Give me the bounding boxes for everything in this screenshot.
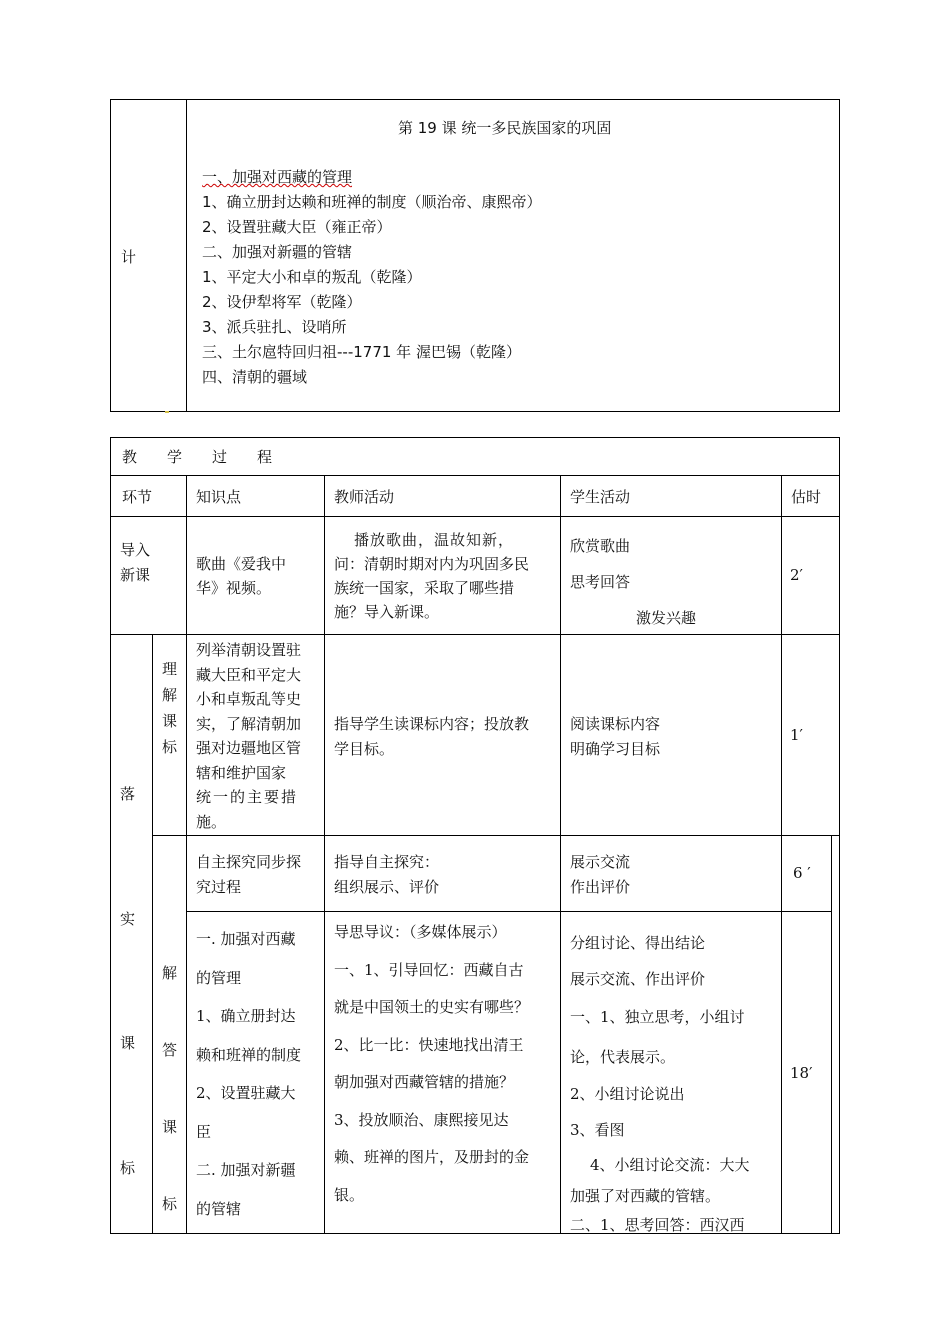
- header-student: 学生活动: [570, 488, 631, 506]
- understand-sub: 理 解 课 标: [162, 660, 178, 756]
- outline-item: 3、派兵驻扎、设哨所: [202, 318, 347, 336]
- row-line: [110, 475, 840, 476]
- col-line: [560, 475, 561, 1234]
- lesson-title: 第 19 课 统一多民族国家的巩固: [398, 119, 612, 137]
- explore-time: 6 ′: [793, 864, 811, 882]
- header-knowledge: 知识点: [196, 488, 242, 506]
- understand-student: 阅读课标内容 明确学习目标: [570, 715, 661, 758]
- stage-char: 实: [120, 910, 136, 928]
- row-line: [110, 516, 840, 517]
- stage-char: 课: [120, 1034, 136, 1052]
- edge-tick: [831, 1233, 840, 1234]
- answer-time: 18′: [790, 1064, 813, 1082]
- col-line: [152, 634, 153, 1234]
- outline-item: 1、平定大小和卓的叛乱（乾隆）: [202, 268, 422, 286]
- left-label: 计: [121, 248, 137, 266]
- col-line: [781, 475, 782, 1234]
- col-line: [186, 475, 187, 634]
- yellow-mark: [165, 411, 169, 413]
- process-table-title: 教 学 过 程: [122, 448, 273, 466]
- understand-knowledge: 列举清朝设置驻 藏大臣和平定大 小和卓叛乱等史 实，了解清朝加 强对边疆地区管 辖和维护国家 统一的主要措 施。: [196, 641, 302, 831]
- stage-char: 标: [120, 1159, 136, 1177]
- outline-divider: [186, 99, 187, 412]
- answer-sub: 解 答 课 标: [162, 964, 178, 1213]
- intro-time: 2′: [790, 566, 803, 584]
- understand-teacher: 指导学生读课标内容；投放教 学目标。: [334, 715, 530, 758]
- row-line: [110, 634, 840, 635]
- answer-teacher: 导思导议：（多媒体展示） 一、1、引导回忆：西藏自古 就是中国领土的史实有哪些？ 2、比一比：快速地找出清王 朝加强对西藏管辖的措施？ 3、投放顺治、康熙接见达 赖、班禅的图片，及册封的金 银。: [334, 923, 530, 1204]
- header-teacher: 教师活动: [334, 488, 395, 506]
- outline-item: 2、设伊犁将军（乾隆）: [202, 293, 362, 311]
- intro-stage: 导入 新课: [120, 541, 151, 584]
- intro-student: 欣赏歌曲 思考回答 激发兴趣: [570, 537, 697, 627]
- explore-student: 展示交流 作出评价: [570, 853, 631, 896]
- outline-item: 2、设置驻藏大臣（雍正帝）: [202, 218, 392, 236]
- explore-teacher: 指导自主探究： 组织展示、评价: [334, 853, 440, 896]
- row-line: [186, 911, 831, 912]
- intro-knowledge: 歌曲《爱我中 华》视频。: [196, 555, 287, 597]
- outline-item: 三、土尔扈特回归祖---1771 年 渥巴锡（乾隆）: [202, 343, 521, 361]
- col-line: [324, 475, 325, 1234]
- header-time: 估时: [791, 488, 822, 506]
- outline-item: 二、加强对新疆的管辖: [202, 243, 353, 261]
- answer-knowledge: 一. 加强对西藏 的管理 1、确立册封达 赖和班禅的制度 2、设置驻藏大 臣 二. 加强对新疆 的管辖: [196, 930, 302, 1218]
- row-line: [152, 835, 840, 836]
- stage-char: 落: [120, 785, 136, 803]
- answer-student: 分组讨论、得出结论 展示交流、作出评价 一、1、独立思考，小组讨 论，代表展示。 2、小组讨论说出 3、看图 4、小组讨论交流：大大 加强了对西藏的管辖。 二、1、思考回答：西汉西: [570, 934, 750, 1234]
- understand-time: 1′: [790, 726, 803, 744]
- col-line: [186, 634, 187, 1234]
- outline-item: 一、加强对西藏的管理: [202, 168, 353, 186]
- header-stage: 环节: [122, 488, 153, 506]
- intro-teacher: 播放歌曲，温故知新， 问：清朝时期对内为巩固多民 族统一国家，采取了哪些措 施？导入新课。: [334, 531, 530, 621]
- explore-knowledge: 自主探究同步探 究过程: [196, 853, 302, 896]
- outline-item: 四、清朝的疆域: [202, 368, 308, 386]
- outline-item: 1、确立册封达赖和班禅的制度（顺治帝、康熙帝）: [202, 193, 542, 211]
- col-line: [831, 835, 832, 1234]
